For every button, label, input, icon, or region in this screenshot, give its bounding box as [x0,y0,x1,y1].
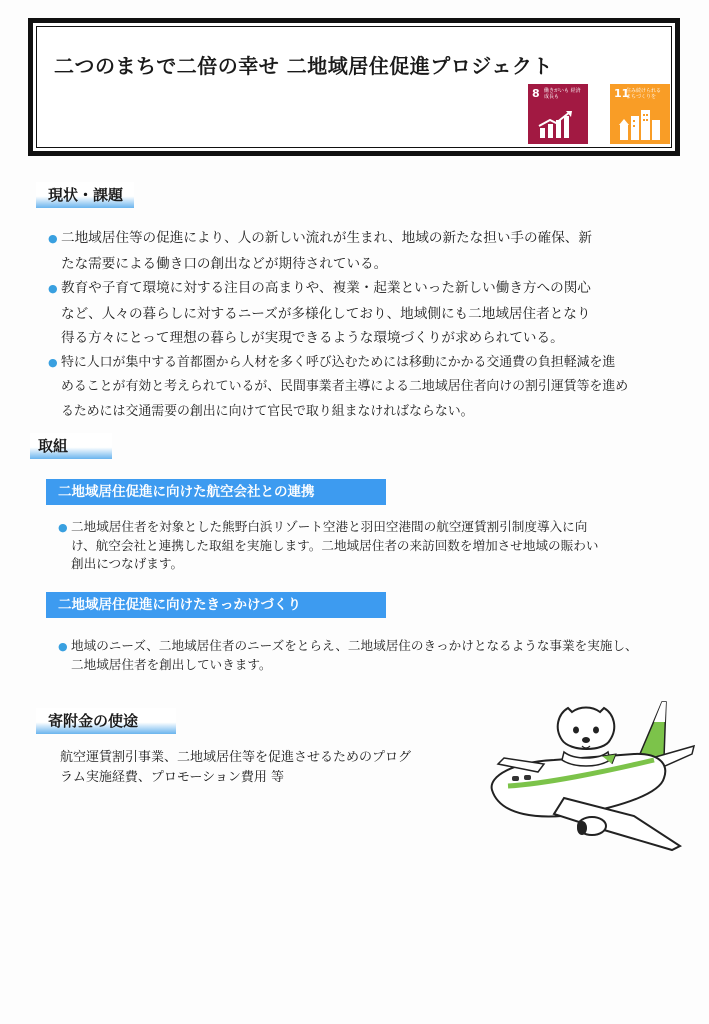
item-line: 航空運賃割引事業、二地域居住等を促進させるためのプログ [60,750,412,765]
current-issues-heading: 現状・課題 [36,182,134,208]
title-frame [28,18,680,156]
item-line: るためには交通需要の創出に向けて官民で取り組まなければならない。 [61,403,474,419]
city-buildings-icon [618,108,662,140]
mascot-airplane-icon [484,698,696,858]
sdg-8-number: 8 [532,87,540,100]
item-line: 教育や子育て環境に対する注目の高まりや、複業・起業といった新しい働き方への関心 [61,280,591,296]
sdg-11-badge [610,84,670,144]
item-line: 二地域居住者を創出していきます。 [71,657,272,672]
current-issues-list [48,226,678,424]
donation-use-text [60,748,411,788]
list-item [48,226,678,276]
airline-partnership-text [58,518,688,573]
item-line: めることが有効と考えられているが、民間事業者主導による二地域居住者向けの割引運賃等を進め [61,379,629,394]
bullet-icon: ● [48,232,58,245]
item-line: 得る方々にとって理想の暮らしが実現できるような環境づくりが求められている。 [61,330,564,346]
list-item [48,351,678,425]
sdg-8-caption: 働きがいも 経済成長も [544,88,581,100]
bullet-icon: ● [58,640,68,653]
sdg-11-number: 11 [614,87,630,100]
opportunity-creation-title: 二地域居住促進に向けたきっかけづくり [46,592,386,618]
bullet-icon: ● [48,282,58,295]
bullet-icon: ● [48,355,58,369]
efforts-heading: 取組 [30,433,112,459]
sdg-11-caption: 住み続けられる まちづくりを [626,88,662,100]
bullet-icon: ● [58,521,68,534]
item-line: 特に人口が集中する首都圏から人材を多く呼び込むためには移動にかかる交通費の負担軽減を進 [61,354,616,370]
item-line: 創出につなげます。 [71,556,184,571]
list-item [48,276,678,351]
item-line: 地域のニーズ、二地域居住者のニーズをとらえ、二地域居住のきっかけとなるような事業を実施し、 [71,638,638,653]
sdg-8-badge [528,84,588,144]
donation-use-heading: 寄附金の使途 [36,708,176,734]
growth-chart-icon [536,110,576,140]
opportunity-creation-text [58,637,688,674]
item-line: たな需要による働き口の創出などが期待されている。 [61,255,388,272]
item-line: 二地域居住者を対象とした熊野白浜リゾート空港と羽田空港間の航空運賃割引制度導入に向 [71,519,588,534]
item-line: け、航空会社と連携した取組を実施します。二地域居住者の来訪回数を増加させ地域の賑わい [71,538,599,553]
item-line: ラム実施経費、プロモーション費用 等 [60,770,284,785]
item-line: 二地域居住等の促進により、人の新しい流れが生まれ、地域の新たな担い手の確保、新 [61,230,592,246]
page-title: 二つのまちで二倍の幸せ 二地域居住促進プロジェクト [54,54,553,78]
airline-partnership-title: 二地域居住促進に向けた航空会社との連携 [46,479,386,505]
item-line: など、人々の暮らしに対するニーズが多様化しており、地域側にも二地域居住者となり [61,305,591,322]
